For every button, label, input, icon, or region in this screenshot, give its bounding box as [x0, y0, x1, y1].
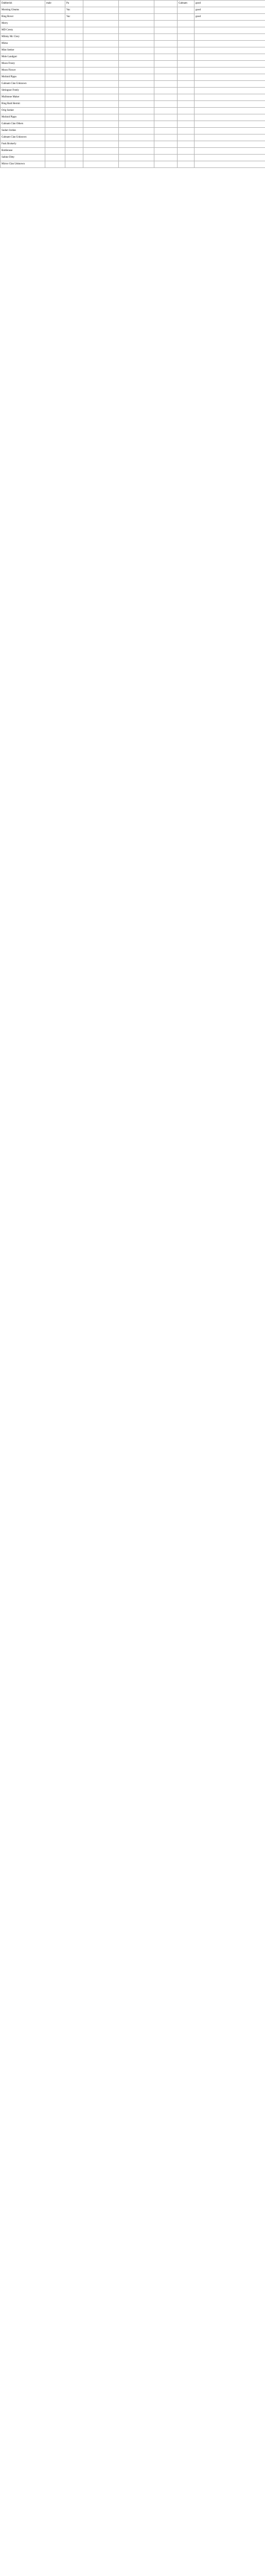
- table-cell: [178, 161, 195, 168]
- table-cell: Ring Rover: [1, 14, 45, 21]
- table-row: [1, 7, 265, 14]
- table-cell: [195, 101, 265, 108]
- table-row: [1, 74, 265, 81]
- table-cell: [119, 108, 154, 114]
- table-cell: [154, 101, 178, 108]
- table-row: [1, 47, 265, 54]
- table-cell: [45, 61, 65, 67]
- table-cell: Sabine Ditty: [1, 155, 45, 161]
- table-cell: [45, 21, 65, 27]
- table-cell: [154, 134, 178, 141]
- table-cell: [65, 67, 83, 74]
- table-cell: [65, 61, 83, 67]
- table-cell: Mimo: [1, 41, 45, 47]
- table-cell: [178, 148, 195, 155]
- table-cell: Moon Flower: [1, 67, 45, 74]
- table-cell: male: [45, 1, 65, 7]
- table-cell: [195, 155, 265, 161]
- table-cell: [154, 128, 178, 134]
- table-cell: [65, 94, 83, 101]
- table-cell: [83, 21, 119, 27]
- table-cell: [154, 34, 178, 41]
- table-cell: MD Cresty: [1, 27, 45, 34]
- table-cell: Sudarr Jordan: [1, 128, 45, 134]
- table-cell: [83, 134, 119, 141]
- table-cell: [83, 94, 119, 101]
- table-cell: [195, 47, 265, 54]
- table-cell: [154, 121, 178, 128]
- table-cell: [195, 141, 265, 148]
- table-row: [1, 161, 265, 168]
- table-cell: [154, 108, 178, 114]
- table-cell: Fusk Brokerly: [1, 141, 45, 148]
- table-cell: [119, 21, 154, 27]
- table-cell: [154, 114, 178, 121]
- table-cell: [195, 61, 265, 67]
- table-cell: [45, 81, 65, 88]
- table-cell: [119, 41, 154, 47]
- table-cell: [154, 47, 178, 54]
- table-cell: [45, 148, 65, 155]
- table-cell: [195, 88, 265, 94]
- table-row: [1, 21, 265, 27]
- table-cell: [178, 128, 195, 134]
- table-cell: [83, 155, 119, 161]
- table-cell: Molinid Pippo: [1, 114, 45, 121]
- table-cell: [65, 161, 83, 168]
- table-row: [1, 121, 265, 128]
- table-cell: [65, 34, 83, 41]
- table-cell: [154, 155, 178, 161]
- table-cell: [45, 67, 65, 74]
- table-cell: [119, 67, 154, 74]
- table-cell: [83, 108, 119, 114]
- table-cell: [45, 128, 65, 134]
- table-cell: [83, 81, 119, 88]
- table-cell: [65, 134, 83, 141]
- table-cell: [65, 81, 83, 88]
- table-cell: [178, 61, 195, 67]
- table-cell: [83, 1, 119, 7]
- table-cell: [45, 155, 65, 161]
- table-cell: Morning Gleams: [1, 7, 45, 14]
- table-cell: [65, 74, 83, 81]
- table-cell: [154, 61, 178, 67]
- table-cell: [119, 47, 154, 54]
- table-cell: [65, 108, 83, 114]
- table-cell: [178, 134, 195, 141]
- table-cell: [195, 81, 265, 88]
- table-cell: [45, 34, 65, 41]
- table-cell: [195, 134, 265, 141]
- table-cell: [45, 114, 65, 121]
- table-cell: [65, 27, 83, 34]
- table-cell: [83, 67, 119, 74]
- table-cell: [195, 121, 265, 128]
- table-cell: Mirror Clan Unknown: [1, 161, 45, 168]
- table-cell: Merry: [1, 21, 45, 27]
- table-row: [1, 94, 265, 101]
- table-row: [1, 1, 265, 7]
- table-cell: [119, 141, 154, 148]
- table-cell: [195, 114, 265, 121]
- table-cell: [154, 27, 178, 34]
- table-cell: [83, 61, 119, 67]
- table-cell: [83, 54, 119, 61]
- table-cell: [195, 108, 265, 114]
- table-cell: [195, 74, 265, 81]
- table-cell: [83, 141, 119, 148]
- table-row: [1, 128, 265, 134]
- table-cell: [45, 108, 65, 114]
- table-cell: [119, 74, 154, 81]
- table-cell: [65, 41, 83, 47]
- table-cell: [154, 1, 178, 7]
- table-cell: [154, 67, 178, 74]
- table-cell: [178, 27, 195, 34]
- table-cell: [195, 67, 265, 74]
- table-cell: [83, 88, 119, 94]
- table-cell: [65, 114, 83, 121]
- table-cell: [83, 41, 119, 47]
- table-cell: Vac: [65, 14, 83, 21]
- table-cell: [83, 27, 119, 34]
- table-cell: [195, 148, 265, 155]
- table-cell: [178, 67, 195, 74]
- table-cell: [83, 14, 119, 21]
- table-cell: [83, 101, 119, 108]
- table-cell: [195, 54, 265, 61]
- table-cell: [119, 7, 154, 14]
- table-cell: [119, 128, 154, 134]
- table-cell: Mlinky Mc Clery: [1, 34, 45, 41]
- table-cell: Mole Landgarr: [1, 54, 45, 61]
- table-row: [1, 155, 265, 161]
- table-cell: [83, 128, 119, 134]
- table-cell: [178, 101, 195, 108]
- table-cell: Gabnam Clan Unknown: [1, 81, 45, 88]
- table-cell: [45, 94, 65, 101]
- table-cell: [119, 34, 154, 41]
- table-cell: [178, 54, 195, 61]
- roster-table-body: [1, 1, 265, 168]
- table-cell: [45, 27, 65, 34]
- table-cell: [119, 88, 154, 94]
- table-cell: good: [195, 14, 265, 21]
- table-cell: [178, 7, 195, 14]
- table-cell: good: [195, 7, 265, 14]
- table-cell: [65, 148, 83, 155]
- table-cell: Gabnam Clan Unknown: [1, 134, 45, 141]
- table-row: [1, 88, 265, 94]
- table-cell: Sittingnor Freely: [1, 88, 45, 94]
- table-cell: [45, 141, 65, 148]
- table-cell: [119, 54, 154, 61]
- table-cell: [119, 27, 154, 34]
- table-row: [1, 27, 265, 34]
- table-cell: Bottlenose: [1, 148, 45, 155]
- table-cell: [154, 14, 178, 21]
- table-cell: [178, 94, 195, 101]
- roster-table: [0, 0, 265, 168]
- table-cell: [178, 14, 195, 21]
- table-row: [1, 108, 265, 114]
- table-cell: [178, 114, 195, 121]
- table-cell: [195, 34, 265, 41]
- table-cell: [119, 101, 154, 108]
- table-cell: [195, 94, 265, 101]
- table-cell: [45, 101, 65, 108]
- table-cell: [83, 7, 119, 14]
- table-row: [1, 67, 265, 74]
- table-cell: [119, 114, 154, 121]
- table-cell: [119, 14, 154, 21]
- table-cell: [45, 161, 65, 168]
- table-row: [1, 41, 265, 47]
- table-cell: good: [195, 1, 265, 7]
- table-cell: Mullstone Maker: [1, 94, 45, 101]
- table-row: [1, 14, 265, 21]
- table-cell: Moon Frosty: [1, 61, 45, 67]
- table-cell: [178, 121, 195, 128]
- table-cell: [45, 54, 65, 61]
- table-cell: [45, 41, 65, 47]
- table-cell: [178, 74, 195, 81]
- table-cell: [45, 7, 65, 14]
- table-cell: [178, 155, 195, 161]
- table-cell: [65, 155, 83, 161]
- table-cell: [65, 128, 83, 134]
- table-cell: [45, 134, 65, 141]
- table-cell: [178, 47, 195, 54]
- table-cell: [119, 161, 154, 168]
- table-cell: [65, 21, 83, 27]
- table-cell: [119, 148, 154, 155]
- table-cell: Mint Seeker: [1, 47, 45, 54]
- table-row: [1, 61, 265, 67]
- table-cell: [154, 88, 178, 94]
- table-cell: Dabberish: [1, 1, 45, 7]
- table-cell: [154, 7, 178, 14]
- table-cell: [65, 47, 83, 54]
- table-cell: [178, 41, 195, 47]
- table-cell: [154, 141, 178, 148]
- table-cell: [119, 94, 154, 101]
- table-cell: Gabnam Clan Others: [1, 121, 45, 128]
- table-row: [1, 148, 265, 155]
- table-cell: [45, 47, 65, 54]
- table-cell: [154, 21, 178, 27]
- table-row: [1, 114, 265, 121]
- table-row: [1, 101, 265, 108]
- table-cell: [45, 88, 65, 94]
- table-cell: [119, 134, 154, 141]
- table-cell: [45, 121, 65, 128]
- table-cell: [83, 74, 119, 81]
- table-cell: [178, 81, 195, 88]
- table-row: [1, 134, 265, 141]
- table-row: [1, 34, 265, 41]
- table-cell: [178, 141, 195, 148]
- table-cell: [195, 161, 265, 168]
- table-cell: [178, 88, 195, 94]
- table-cell: [119, 61, 154, 67]
- table-row: [1, 141, 265, 148]
- table-cell: [154, 161, 178, 168]
- table-cell: [178, 34, 195, 41]
- table-cell: [154, 41, 178, 47]
- table-cell: Molinid Pippo: [1, 74, 45, 81]
- table-cell: [65, 121, 83, 128]
- table-cell: Vac: [65, 7, 83, 14]
- table-cell: [119, 81, 154, 88]
- document-table-container: [0, 0, 265, 168]
- table-cell: [119, 121, 154, 128]
- table-cell: [45, 74, 65, 81]
- table-cell: [83, 161, 119, 168]
- table-cell: [119, 1, 154, 7]
- table-cell: Gabnam: [178, 1, 195, 7]
- table-cell: [195, 21, 265, 27]
- table-cell: [83, 47, 119, 54]
- table-cell: [83, 34, 119, 41]
- table-cell: [154, 148, 178, 155]
- table-cell: [119, 155, 154, 161]
- table-cell: [83, 148, 119, 155]
- table-cell: [65, 101, 83, 108]
- table-cell: [178, 108, 195, 114]
- table-cell: [178, 21, 195, 27]
- table-cell: [195, 128, 265, 134]
- table-cell: [154, 74, 178, 81]
- table-cell: [195, 27, 265, 34]
- table-cell: Ring Raid Hermit: [1, 101, 45, 108]
- table-cell: [195, 41, 265, 47]
- table-cell: [83, 121, 119, 128]
- table-row: [1, 54, 265, 61]
- table-cell: [154, 81, 178, 88]
- table-cell: Pa: [65, 1, 83, 7]
- table-cell: [154, 94, 178, 101]
- table-cell: [65, 88, 83, 94]
- table-cell: [65, 54, 83, 61]
- table-cell: [45, 14, 65, 21]
- table-cell: [83, 114, 119, 121]
- table-row: [1, 81, 265, 88]
- table-cell: [65, 141, 83, 148]
- table-cell: [154, 54, 178, 61]
- table-cell: Orig Seeker: [1, 108, 45, 114]
